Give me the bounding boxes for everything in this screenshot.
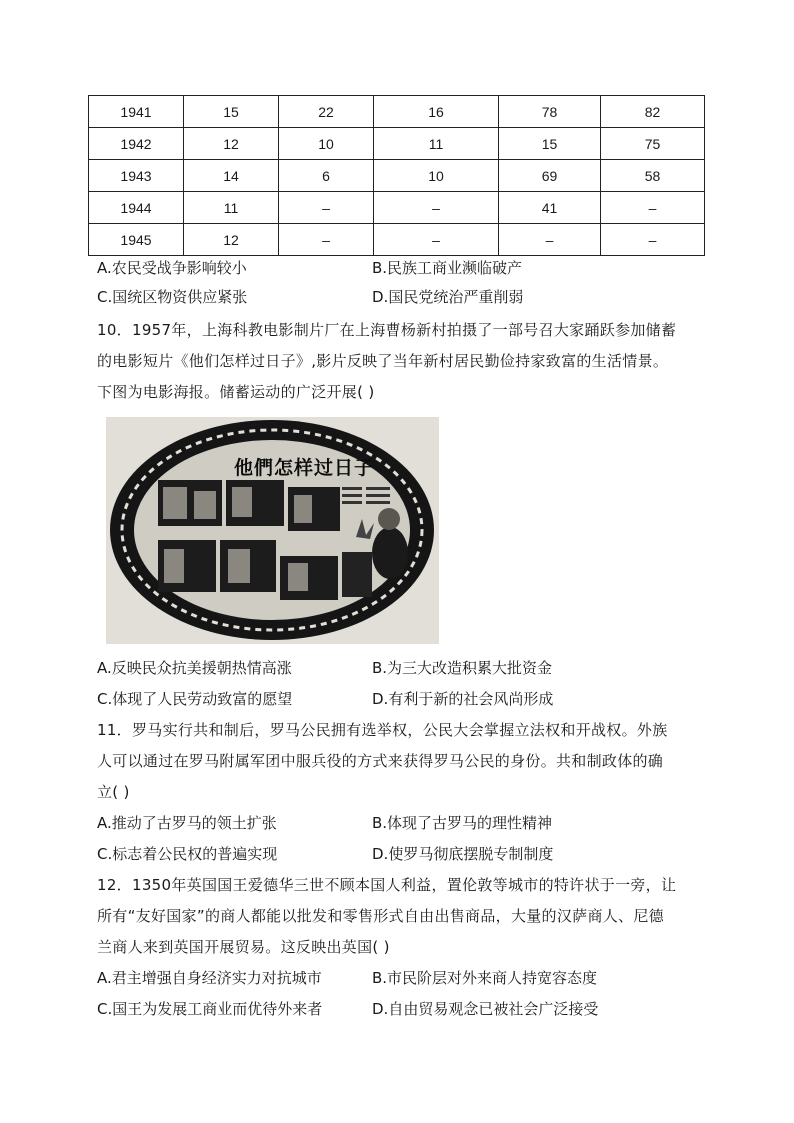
data-table <box>88 95 705 256</box>
poster-title: 他們怎样过日子 <box>234 457 375 479</box>
q9-option-a: A.农民受战争影响较小 <box>97 259 247 277</box>
table-cell: 6 <box>279 160 374 192</box>
table-cell: – <box>601 192 705 224</box>
table-cell: 15 <box>184 96 279 128</box>
q10-option-c: C.体现了人民劳动致富的愿望 <box>97 690 293 708</box>
table-cell: 1941 <box>89 96 184 128</box>
q12-option-b: B.市民阶层对外来商人持宽容态度 <box>372 969 598 987</box>
table-cell: 75 <box>601 128 705 160</box>
table-cell: 12 <box>184 128 279 160</box>
q11-option-d: D.使罗马彻底摆脱专制制度 <box>372 845 554 863</box>
table-cell: 22 <box>279 96 374 128</box>
q11-text-line: 11．罗马实行共和制后，罗马公民拥有选举权，公民大会掌握立法权和开战权。外族 <box>97 721 668 739</box>
table-cell: – <box>279 224 374 256</box>
q11-option-c: C.标志着公民权的普遍实现 <box>97 845 278 863</box>
table-cell: 14 <box>184 160 279 192</box>
q11-option-b: B.体现了古罗马的理性精神 <box>372 814 553 832</box>
movie-poster-image <box>106 417 439 644</box>
q10-option-d: D.有利于新的社会风尚形成 <box>372 690 554 708</box>
q11-text-line: 人可以通过在罗马附属军团中服兵役的方式来获得罗马公民的身份。共和制政体的确 <box>97 752 664 770</box>
q11-text-line: 立( ) <box>97 783 130 801</box>
q12-option-c: C.国王为发展工商业而优待外来者 <box>97 1000 323 1018</box>
q12-option-a: A.君主增强自身经济实力对抗城市 <box>97 969 322 987</box>
table-row <box>89 224 705 256</box>
table-cell: – <box>374 224 499 256</box>
table-cell: 15 <box>499 128 601 160</box>
table-cell: 1944 <box>89 192 184 224</box>
table-row <box>89 96 705 128</box>
q9-option-c: C.国统区物资供应紧张 <box>97 288 248 306</box>
table-cell: – <box>499 224 601 256</box>
table-cell: 78 <box>499 96 601 128</box>
q10-text-line: 的电影短片《他们怎样过日子》,影片反映了当年新村居民勤俭持家致富的生活情景。 <box>97 352 669 370</box>
q10-option-b: B.为三大改造积累大批资金 <box>372 659 553 677</box>
q10-option-a: A.反映民众抗美援朝热情高涨 <box>97 659 292 677</box>
table-cell: 10 <box>374 160 499 192</box>
table-cell: 58 <box>601 160 705 192</box>
q10-text-line: 10．1957年，上海科教电影制片厂在上海曹杨新村拍摄了一部号召大家踊跃参加储蓄 <box>97 321 677 339</box>
table-cell: 1942 <box>89 128 184 160</box>
table-row <box>89 160 705 192</box>
table-cell: 1943 <box>89 160 184 192</box>
q12-text-line: 所有“友好国家”的商人都能以批发和零售形式自由出售商品，大量的汉萨商人、尼德 <box>97 907 664 925</box>
table-cell: – <box>279 192 374 224</box>
table-row <box>89 192 705 224</box>
q12-text-line: 12．1350年英国国王爱德华三世不顾本国人利益，置伦敦等城市的特许状于一旁，让 <box>97 876 677 894</box>
table-cell: 11 <box>184 192 279 224</box>
table-cell: 82 <box>601 96 705 128</box>
q12-text-line: 兰商人来到英国开展贸易。这反映出英国( ) <box>97 938 390 956</box>
table-cell: 11 <box>374 128 499 160</box>
table-cell: 41 <box>499 192 601 224</box>
q10-text-line: 下图为电影海报。储蓄运动的广泛开展( ) <box>97 383 375 401</box>
q12-option-d: D.自由贸易观念已被社会广泛接受 <box>372 1000 599 1018</box>
table-cell: 69 <box>499 160 601 192</box>
table-cell: 10 <box>279 128 374 160</box>
q9-option-b: B.民族工商业濒临破产 <box>372 259 523 277</box>
table-row <box>89 128 705 160</box>
table-cell: 12 <box>184 224 279 256</box>
table-cell: 1945 <box>89 224 184 256</box>
table-cell: – <box>374 192 499 224</box>
table-cell: – <box>601 224 705 256</box>
q9-option-d: D.国民党统治严重削弱 <box>372 288 524 306</box>
table-cell: 16 <box>374 96 499 128</box>
q11-option-a: A.推动了古罗马的领土扩张 <box>97 814 277 832</box>
poster-ornamental-frame <box>106 417 439 644</box>
